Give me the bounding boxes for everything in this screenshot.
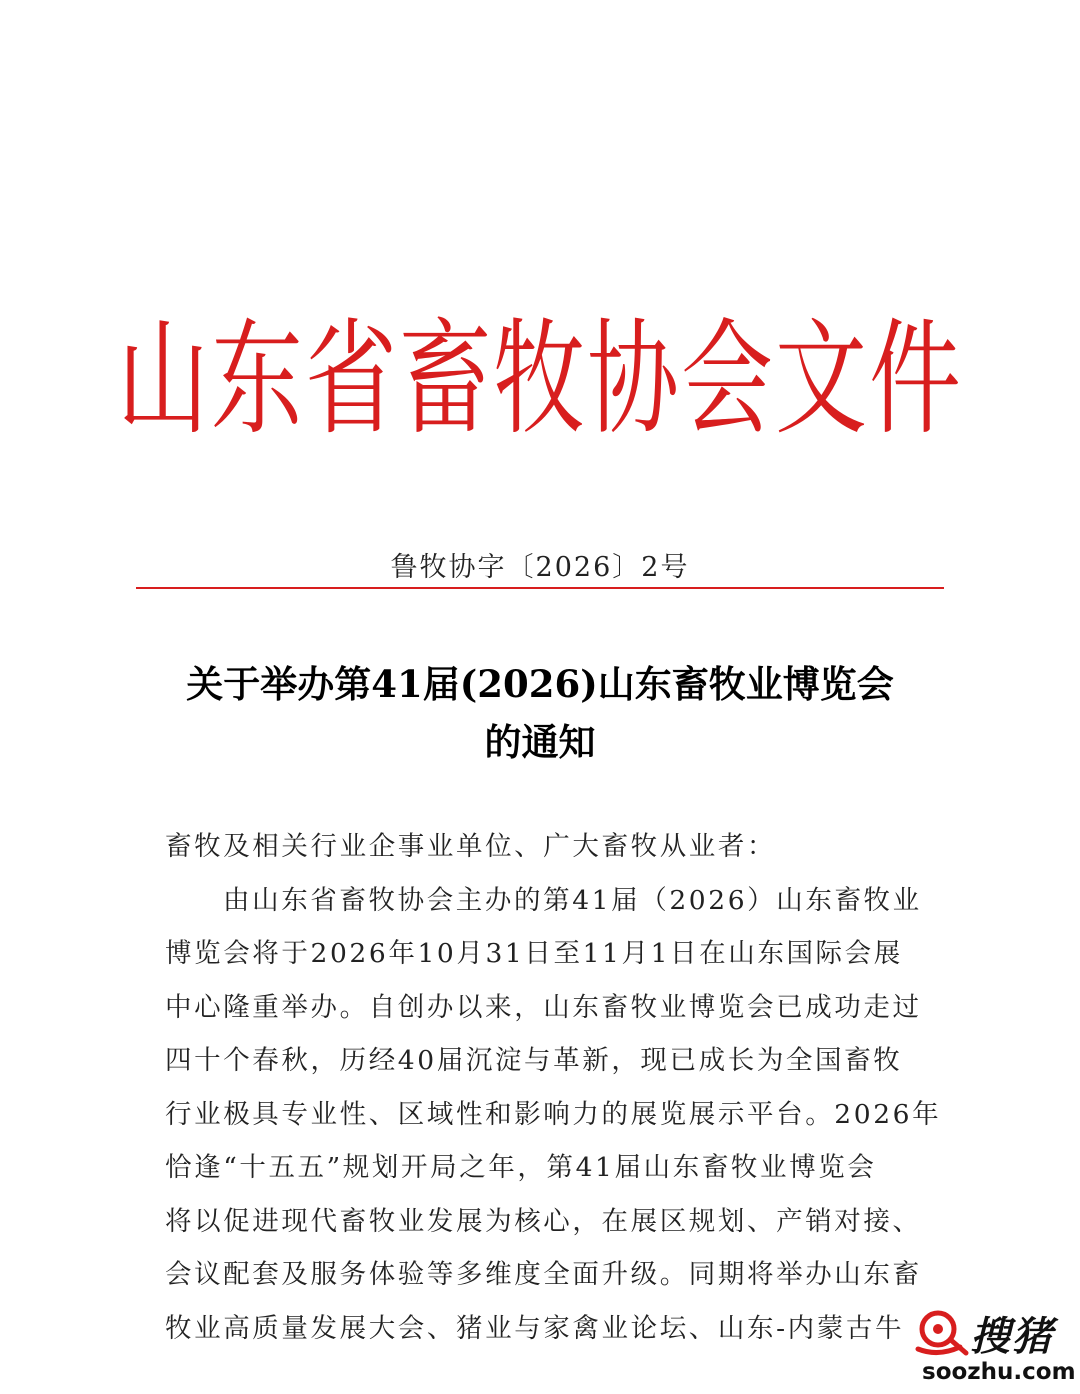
notice-body [165,820,942,1355]
body-line: 将以促进现代畜牧业发展为核心，在展区规划、产销对接、 [165,1205,922,1237]
notice-title [130,655,950,771]
notice-title-line: 关于举办第41届(2026)山东畜牧业博览会 [186,662,894,706]
notice-title-line: 的通知 [484,720,596,764]
soozhu-logo-icon [912,1305,972,1357]
document-masthead: 山东省畜牧协会文件 [116,307,963,452]
soozhu-watermark [912,1305,1076,1390]
salutation: 畜牧及相关行业企事业单位、广大畜牧从业者： [165,831,777,862]
document-number: 鲁牧协字〔2026〕2号 [390,552,690,583]
body-line: 会议配套及服务体验等多维度全面升级。同期将举办山东畜 [165,1259,922,1290]
body-line: 中心隆重举办。自创办以来，山东畜牧业博览会已成功走过 [165,991,922,1023]
watermark-brand-name: 搜猪 [970,1314,1054,1360]
body-line: 恰逢“十五五”规划开局之年，第41届山东畜牧业博览会 [165,1152,877,1183]
body-line: 四十个春秋，历经40届沉淀与革新，现已成长为全国畜牧 [165,1045,903,1076]
body-line: 由山东省畜牧协会主办的第41届（2026）山东畜牧业 [223,884,922,916]
body-line: 博览会将于2026年10月31日至11月1日在山东国际会展 [165,938,903,969]
red-divider-line [136,587,944,589]
watermark-domain: soozhu.com [922,1359,1076,1385]
body-line: 行业极具专业性、区域性和影响力的展览展示平台。2026年 [165,1098,942,1130]
body-line: 牧业高质量发展大会、猪业与家禽业论坛、山东-内蒙古牛 [165,1312,905,1344]
